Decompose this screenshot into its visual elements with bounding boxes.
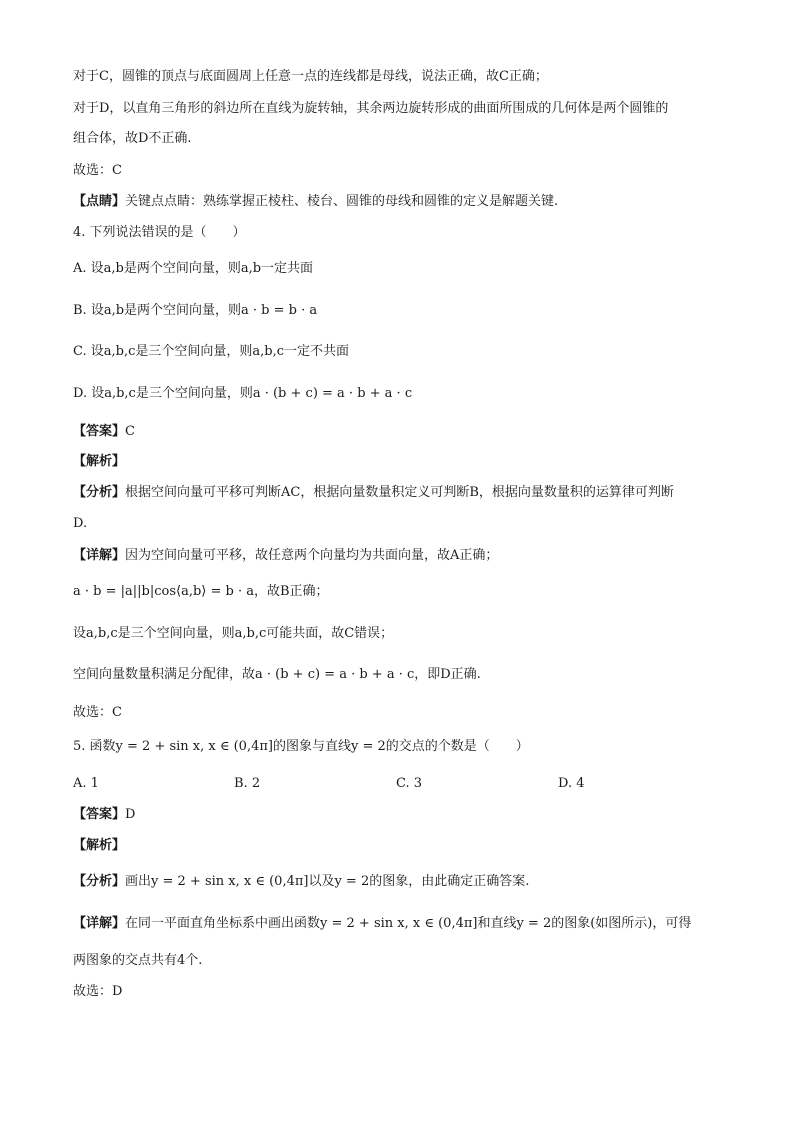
answer-tag: 【答案】 [73,807,126,822]
detail-text: 在同一平面直角坐标系中画出函数y = 2 + sin x, x ∈ (0,4π]和直线y = 2的图象(如图所示)，可得 [125,916,692,931]
text-line: 对于D，以直角三角形的斜边所在直线为旋转轴，其余两边旋转形成的曲面所围成的几何体是两个圆锥的 [73,101,669,116]
answer-tag: 【答案】 [73,424,126,439]
analysis-tag: 【解析】 [73,454,126,469]
answer-text: D [125,807,136,822]
detail-text: 因为空间向量可平移，故任意两个向量均为共面向量，故A正确； [125,548,499,563]
question-4-option-d: D. 设a,b,c是三个空间向量，则a · (b + c) = a · b + a · c [73,386,413,401]
selection-line: 故选：D [73,984,123,999]
question-4-option-a: A. 设a,b是两个空间向量，则a,b一定共面 [73,261,314,276]
analysis-heading [73,452,125,472]
analysis-text: 根据空间向量可平移可判断AC，根据向量数量积定义可判断B，根据向量数量积的运算律可判断 [125,485,674,500]
analysis-subtag: 【分析】 [73,485,126,500]
detail-line-3: 设a,b,c是三个空间向量，则a,b,c可能共面，故C错误； [73,626,394,641]
analysis-tag: 【解析】 [73,838,126,853]
analysis-line [73,872,529,892]
detail-line-2: a · b = |a||b|cos⟨a,b⟩ = b · a，故B正确； [73,584,329,599]
detail-tag: 【详解】 [73,916,126,931]
analysis-line-cont: D. [73,516,88,531]
text-line: 组合体，故D不正确. [73,131,192,146]
question-5-option-a: A. 1 [73,776,99,791]
detail-tag: 【详解】 [73,548,126,563]
question-5-option-b: B. 2 [234,776,261,791]
answer-line [73,422,135,442]
analysis-subtag: 【分析】 [73,874,126,889]
note-tag: 【点睛】 [73,194,126,209]
text-line: 故选：C [73,163,122,178]
note-line [73,192,558,212]
analysis-line [73,483,674,503]
question-5-option-d: D. 4 [558,776,585,791]
detail-line-4: 空间向量数量积满足分配律，故a · (b + c) = a · b + a · c，即D正确. [73,667,481,682]
question-4-option-c: C. 设a,b,c是三个空间向量，则a,b,c一定不共面 [73,344,349,359]
answer-text: C [125,424,135,439]
question-4-option-b: B. 设a,b是两个空间向量，则a · b = b · a [73,303,318,318]
question-5-option-c: C. 3 [396,776,423,791]
detail-line [73,914,691,934]
analysis-heading [73,836,125,856]
note-text: 关键点点睛：熟练掌握正棱柱、棱台、圆锥的母线和圆锥的定义是解题关键. [125,194,559,209]
answer-line [73,805,135,825]
text-line: 对于C，圆锥的顶点与底面圆周上任意一点的连线都是母线，说法正确，故C正确； [73,69,548,84]
analysis-text: 画出y = 2 + sin x, x ∈ (0,4π]以及y = 2的图象，由此确定正确答案. [125,874,530,889]
question-4-stem: 4. 下列说法错误的是（ ） [73,225,246,240]
detail-line [73,546,498,566]
question-5-stem: 5. 函数y = 2 + sin x, x ∈ (0,4π]的图象与直线y = 2的交点的个数是（ ） [73,739,529,754]
detail-line-2: 两图象的交点共有4个. [73,953,203,968]
selection-line: 故选：C [73,705,122,720]
